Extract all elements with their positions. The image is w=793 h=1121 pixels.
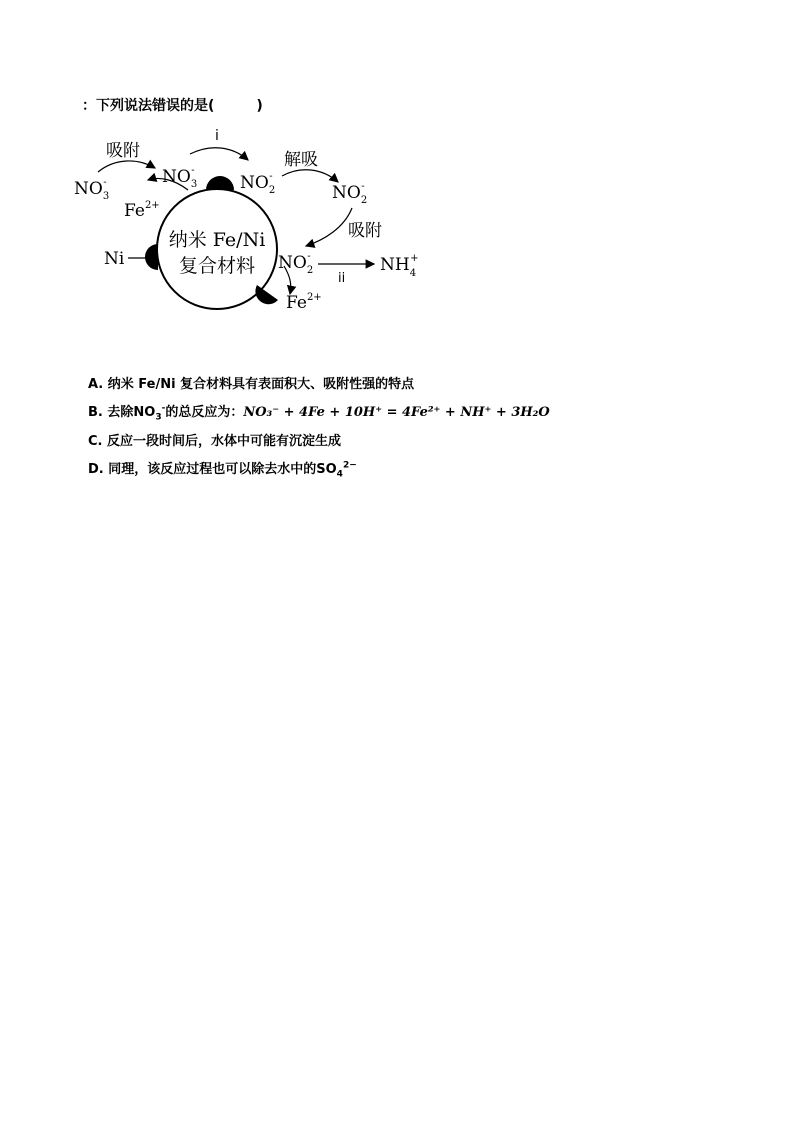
option-c: C. 反应一段时间后，水体中可能有沉淀生成 [88, 434, 342, 449]
label-adsorb-2: 吸附 [348, 221, 382, 241]
species-no2-free: $NO_2-$ [332, 181, 368, 206]
surface-bump-top [206, 176, 234, 190]
option-b: B. 去除$NO_3^-$的总反应为：NO₃⁻ + 4Fe + 10H⁺ = 4Fe²⁺ + NH⁺ + 3H₂O [88, 403, 550, 423]
species-no2-lower: $NO_2-$ [278, 251, 314, 276]
arrow-adsorb-1 [98, 161, 155, 172]
label-step-ii: ii [338, 271, 346, 286]
species-fe-bottom: $Fe^{2+}$ [286, 292, 322, 313]
surface-bump-bottom-right [255, 285, 278, 304]
species-no3-left: $NO_3-$ [74, 177, 110, 202]
label-desorb: 解吸 [284, 150, 318, 170]
arrow-desorb [282, 170, 338, 182]
reaction-diagram [60, 118, 440, 318]
species-ni: Ni [104, 249, 125, 269]
species-fe-top: $Fe^{2+}$ [124, 200, 160, 221]
species-no3-surface: $NO_3-$ [162, 165, 198, 190]
species-no2-surface: $NO_2-$ [240, 171, 276, 196]
option-d: D. 同理，该反应过程也可以除去水中的$SO_4^{2-}$ [88, 460, 357, 480]
center-label-line1: 纳米 Fe/Ni [168, 229, 266, 251]
question-stem: ：下列说法错误的是( ) [82, 98, 263, 114]
species-nh4: $NH_4+$ [380, 253, 419, 279]
option-a: A. 纳米 Fe/Ni 复合材料具有表面积大、吸附性强的特点 [88, 377, 415, 392]
arrow-adsorb-2 [306, 208, 352, 246]
surface-bump-left [145, 244, 158, 270]
center-label-line2: 复合材料 [178, 255, 256, 277]
label-adsorb-1: 吸附 [106, 141, 140, 161]
option-b-equation: NO₃⁻ + 4Fe + 10H⁺ = 4Fe²⁺ + NH⁺ + 3H₂O [243, 405, 550, 420]
label-step-i: i [215, 128, 219, 144]
arrow-step-i [190, 148, 248, 160]
